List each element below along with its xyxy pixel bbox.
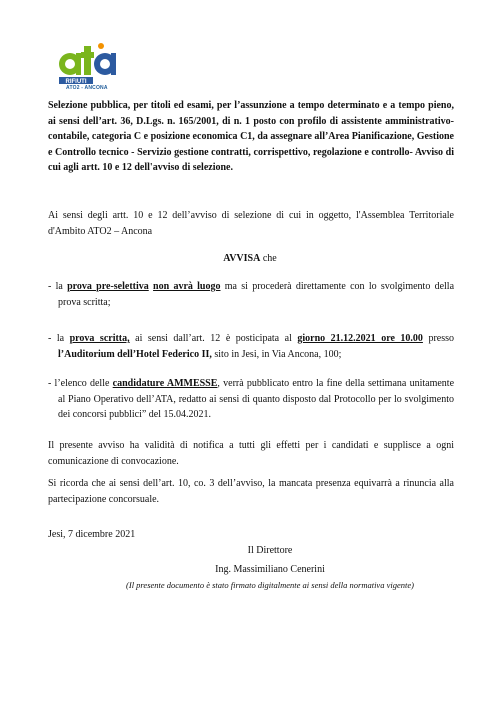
signatory-title: Il Direttore <box>247 545 293 556</box>
intro-paragraph: Ai sensi degli artt. 10 e 12 dell’avviso di selezione di cui in oggetto, l'Assemblea Territoriale d'Ambito ATO2 – Ancona <box>48 210 454 237</box>
venue-name: l’Auditorium dell’Hotel Federico II, <box>58 348 212 360</box>
bullet-text: presso <box>422 333 454 344</box>
bullet-text: ma si procederà direttamente con lo svolgimento della prova scritta; <box>58 281 455 308</box>
exam-datetime: giorno 21.12.2021 ore 10.00 <box>297 333 423 344</box>
notice-item-written-test <box>48 331 454 362</box>
bullet-dash: - l’elenco delle <box>48 378 113 389</box>
signatory-name: Ing. Massimiliano Cenerini <box>215 564 325 575</box>
logo-rifiuti-label: RIFIUTI <box>65 79 87 85</box>
bullet-dash: - la <box>48 333 70 344</box>
not-held-label: non avrà luogo <box>153 281 221 292</box>
bullet-text: , verrà pubblicato entro la fine della settimana unitamente al Piano Operativo dell’ATA, redatto ai sensi di quanto disposto dal Protocollo per lo svolgimento dei concorsi pubblici” del 15.04.2021. <box>58 378 455 420</box>
avvisa-line <box>0 253 500 264</box>
avvisa-rest: che <box>260 253 277 264</box>
notice-item-admitted-list <box>48 376 454 423</box>
bullet-dash: - la <box>48 281 68 292</box>
document-subject: Selezione pubblica, per titoli ed esami, per l’assunzione a tempo determinato e a tempo pieno, ai sensi dell’art. 36, D.Lgs. n. 165/2001, di n. 1 posto con profilo di assistente amministrativo-contabile, categoria C e posizione economica C1, da assegnare all’Area Pianificazione, Gestione e Controllo tecnico - Servizio gestione contratti, corrispettivo, regolazione e controllo- Avviso di cui agli artt. 10 e 12 dell'avviso di selezione. <box>48 100 454 173</box>
absence-paragraph: Si ricorda che ai sensi dell’art. 10, co. 3 dell’avviso, la mancata presenza equivarrà a rinuncia alla partecipazione concorsuale. <box>48 478 454 505</box>
venue-address: sito in Jesi, in Via Ancona, 100; <box>211 348 342 360</box>
admitted-candidates-label: candidature AMMESSE <box>112 378 218 389</box>
avvisa-word: AVVISA <box>223 253 261 264</box>
notice-item-preselection <box>48 279 454 310</box>
preselective-test-label: prova pre-selettiva <box>67 281 149 292</box>
bullet-text: ai sensi dall’art. 12 è posticipata al <box>129 333 298 344</box>
digital-signature-note: (Il presente documento è stato firmato digitalmente ai sensi della normativa vigente) <box>126 580 414 590</box>
validity-paragraph: Il presente avviso ha validità di notifica a tutti gli effetti per i candidati e supplisce a ogni comunicazione di convocazione. <box>48 440 454 467</box>
logo-subtitle: ATO2 - ANCONA <box>66 85 108 91</box>
document-date: Jesi, 7 dicembre 2021 <box>48 529 136 540</box>
written-test-label: prova scritta, <box>69 333 130 344</box>
